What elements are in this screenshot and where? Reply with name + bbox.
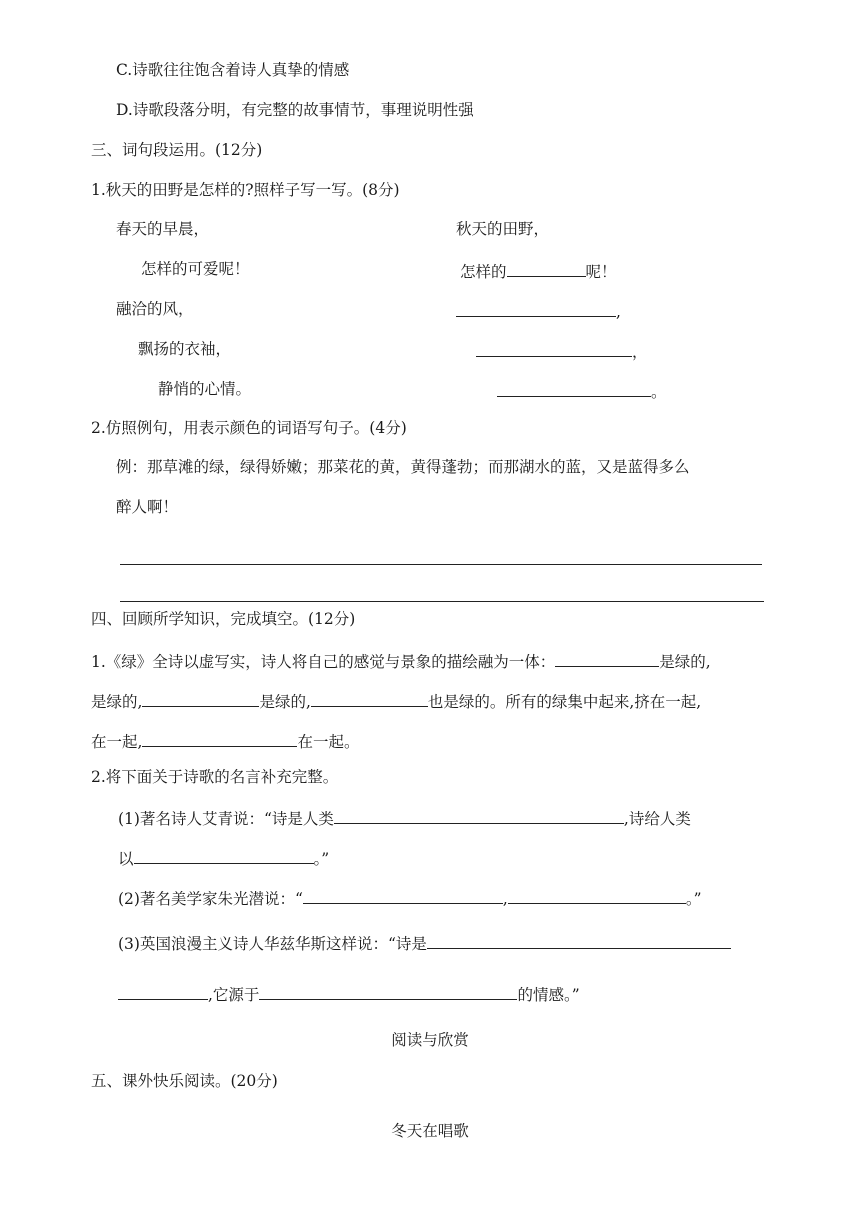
section5-heading: 五、课外快乐阅读。(20分): [91, 1072, 278, 1090]
section4-heading: 四、回顾所学知识，完成填空。(12分): [91, 610, 356, 628]
s4-q1-text: 是绿的,: [259, 693, 311, 711]
poem-right-line-4: [476, 339, 648, 362]
s4-q2-text: 的情感。”: [517, 986, 580, 1004]
poem-left-line-1: 春天的早晨，: [116, 220, 210, 238]
poem-right-text: 怎样的: [460, 263, 507, 281]
poem-left-line-2: 怎样的可爱呢！: [141, 260, 250, 278]
option-c: C.诗歌往往饱含着诗人真挚的情感: [116, 61, 350, 79]
s4-q2-text: ,它源于: [208, 986, 260, 1004]
section3-heading: 三、词句段运用。(12分): [91, 141, 263, 159]
s4-q2-sub3-line-2: [118, 982, 580, 1005]
s4-q1-line-1: [91, 649, 711, 672]
answer-blank[interactable]: [555, 649, 659, 667]
s4-q2-sub1-line-1: [118, 806, 691, 829]
poem-right-line-5: [497, 379, 667, 402]
s4-q1-text: 在一起。: [297, 733, 360, 751]
answer-blank[interactable]: [142, 729, 297, 747]
s4-q1-text: 也是绿的。所有的绿集中起来,挤在一起,: [427, 693, 702, 711]
answer-line-1[interactable]: [120, 564, 762, 565]
poem-right-line-1: 秋天的田野，: [456, 220, 550, 238]
s3-q1-prompt: 1.秋天的田野是怎样的?照样子写一写。(8分): [91, 181, 400, 199]
answer-blank[interactable]: [508, 886, 686, 904]
s3-q2-example-line-2: 醉人啊！: [116, 498, 179, 516]
s4-q1-line-3: [91, 729, 359, 752]
answer-blank[interactable]: [118, 982, 208, 1000]
answer-blank[interactable]: [259, 982, 517, 1000]
answer-blank[interactable]: [427, 931, 731, 949]
s4-q2-text: 。”: [685, 890, 702, 908]
poem-right-punct: 。: [651, 383, 667, 401]
answer-blank[interactable]: [334, 806, 624, 824]
s4-q1-line-2: [91, 689, 701, 712]
poem-right-line-3: [456, 299, 621, 322]
s4-q1-text: 是绿的,: [659, 653, 711, 671]
poem-left-line-3: 融洽的风，: [116, 300, 194, 318]
s4-q1-text: 是绿的,: [91, 693, 143, 711]
poem-right-text: 呢！: [585, 263, 617, 281]
answer-blank[interactable]: [311, 689, 428, 707]
s4-q2-text: (2)著名美学家朱光潜说：“: [118, 890, 303, 908]
answer-blank[interactable]: [134, 846, 314, 864]
reading-section-title: 阅读与欣赏: [391, 1031, 469, 1049]
answer-line-2[interactable]: [120, 601, 764, 602]
answer-blank[interactable]: [507, 259, 586, 277]
poem-left-line-5: 静悄的心情。: [158, 380, 252, 398]
answer-blank[interactable]: [142, 689, 259, 707]
s4-q1-text: 1.《绿》全诗以虚写实，诗人将自己的感觉与景象的描绘融为一体：: [91, 653, 556, 671]
answer-blank[interactable]: [476, 339, 632, 357]
option-d: D.诗歌段落分明，有完整的故事情节，事理说明性强: [116, 101, 474, 119]
s4-q1-text: 在一起,: [91, 733, 143, 751]
answer-blank[interactable]: [303, 886, 503, 904]
s3-q2-example-line-1: 例：那草滩的绿，绿得娇嫩；那菜花的黄，黄得蓬勃；而那湖水的蓝，又是蓝得多么: [116, 458, 690, 476]
s4-q2-text: (1)著名诗人艾青说：“诗是人类: [118, 810, 334, 828]
s4-q2-text: ,诗给人类: [623, 810, 691, 828]
poem-right-punct: ,: [616, 303, 621, 321]
s4-q2-text: 以: [118, 850, 134, 868]
s3-q2-prompt: 2.仿照例句，用表示颜色的词语写句子。(4分): [91, 419, 407, 437]
s4-q2-text: 。”: [313, 850, 330, 868]
s4-q2-text: ,: [502, 890, 508, 908]
s4-q2-text: (3)英国浪漫主义诗人华兹华斯这样说：“诗是: [118, 935, 427, 953]
poem-right-line-2: [460, 259, 617, 282]
poem-right-punct: ，: [632, 343, 648, 361]
answer-blank[interactable]: [456, 299, 616, 317]
s4-q2-sub3-line-1: [118, 931, 731, 954]
answer-blank[interactable]: [497, 379, 651, 397]
s4-q2-sub2: [118, 886, 702, 909]
poem-left-line-4: 飘扬的衣袖，: [138, 340, 232, 358]
passage-title: 冬天在唱歌: [391, 1122, 469, 1140]
s4-q2-sub1-line-2: [118, 846, 329, 869]
s4-q2-prompt: 2.将下面关于诗歌的名言补充完整。: [91, 768, 339, 786]
